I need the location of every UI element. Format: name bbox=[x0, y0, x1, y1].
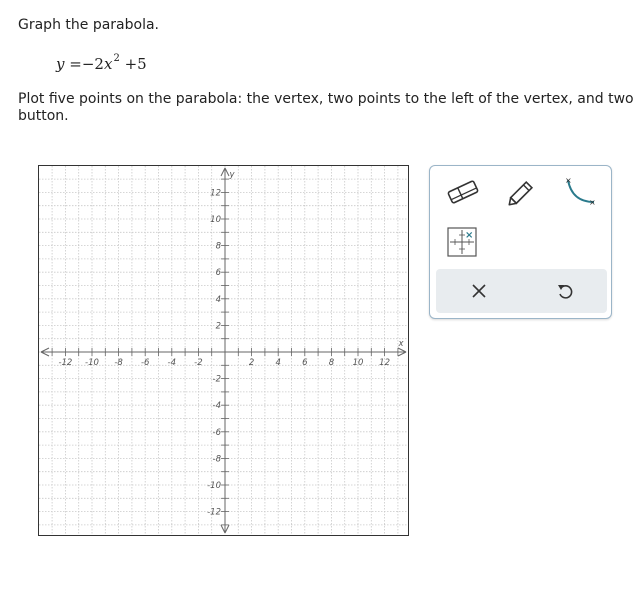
parabola-equation bbox=[56, 53, 147, 73]
x-tick-label: 8 bbox=[328, 358, 335, 368]
equation-lhs: y bbox=[56, 55, 65, 73]
graph-canvas[interactable] bbox=[39, 166, 408, 535]
undo-icon bbox=[556, 282, 574, 300]
y-tick-label: -10 bbox=[207, 481, 221, 491]
tool-action-bar bbox=[436, 269, 607, 313]
y-tick-label: -6 bbox=[212, 427, 221, 438]
y-tick-label: -4 bbox=[212, 401, 221, 412]
eraser-icon bbox=[446, 180, 480, 204]
x-tick-label: -6 bbox=[140, 358, 150, 368]
equation-variable: x bbox=[103, 55, 113, 73]
x-axis-label: x bbox=[398, 339, 404, 349]
x-tick-label: 10 bbox=[352, 358, 364, 368]
equation-equals: = bbox=[69, 55, 82, 73]
eraser-tool-button[interactable] bbox=[446, 180, 480, 204]
plot-instruction bbox=[18, 91, 642, 125]
svg-text:×: × bbox=[465, 230, 474, 241]
y-tick-label: -12 bbox=[207, 507, 221, 518]
plot-instruction-line-2: button. bbox=[18, 108, 69, 124]
point-tool-button[interactable] bbox=[447, 227, 477, 257]
y-tick-label: -8 bbox=[212, 454, 221, 465]
parabola-tool-button[interactable] bbox=[562, 176, 598, 208]
x-tick-label: -4 bbox=[167, 358, 177, 368]
x-tick-label: -2 bbox=[194, 358, 203, 368]
pencil-icon bbox=[505, 176, 539, 208]
clear-icon bbox=[471, 283, 487, 299]
graph-tool-panel bbox=[429, 165, 612, 319]
point-tool-icon bbox=[447, 227, 477, 257]
clear-button[interactable] bbox=[436, 269, 521, 313]
y-tick-label: 8 bbox=[215, 241, 221, 252]
plot-instruction-line-1: Plot five points on the parabola: the vertex, two points to the left of the vertex, and two bbox=[18, 91, 634, 107]
svg-text:×: × bbox=[589, 198, 596, 207]
x-tick-label: 2 bbox=[248, 358, 255, 368]
x-tick-label: 12 bbox=[379, 358, 391, 368]
y-tick-label: 12 bbox=[210, 188, 221, 199]
equation-coefficient: −2 bbox=[81, 55, 104, 73]
y-axis-label: y bbox=[229, 170, 235, 180]
question-instruction: Graph the parabola. bbox=[18, 17, 159, 33]
y-tick-label: 4 bbox=[215, 294, 221, 305]
x-tick-label: 4 bbox=[275, 358, 281, 368]
y-tick-label: 6 bbox=[215, 268, 221, 279]
equation-exponent: 2 bbox=[113, 53, 120, 64]
y-tick-label: -2 bbox=[212, 374, 221, 385]
x-tick-label: 6 bbox=[302, 358, 308, 368]
undo-button[interactable] bbox=[522, 269, 607, 313]
x-tick-label: -8 bbox=[114, 358, 123, 368]
parabola-tool-icon bbox=[562, 176, 598, 208]
y-tick-label: 10 bbox=[210, 215, 221, 225]
x-tick-label: -10 bbox=[85, 358, 99, 368]
equation-constant: +5 bbox=[124, 55, 147, 73]
coordinate-graph[interactable] bbox=[38, 165, 409, 536]
svg-text:×: × bbox=[565, 176, 572, 185]
y-tick-label: 2 bbox=[215, 321, 221, 332]
pencil-tool-button[interactable] bbox=[505, 176, 539, 208]
x-tick-label: -12 bbox=[58, 358, 73, 368]
